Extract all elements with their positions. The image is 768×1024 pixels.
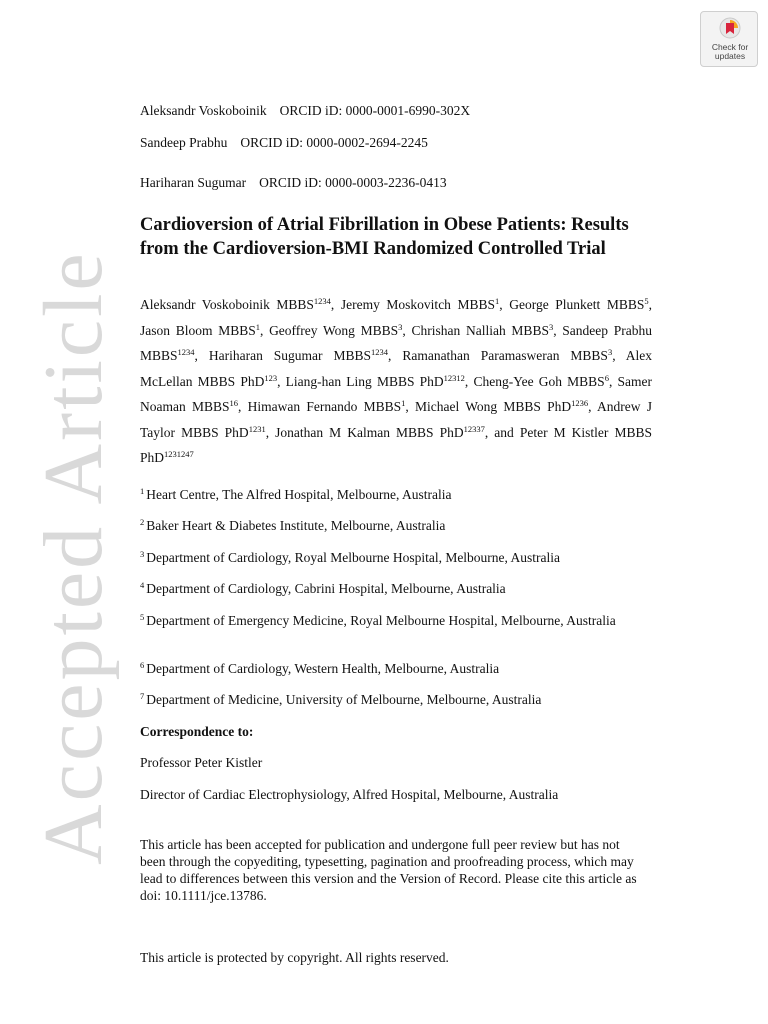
affiliation-text: Department of Cardiology, Royal Melbourne Hospital, Melbourne, Australia	[146, 550, 561, 565]
author-name: Aleksandr Voskoboinik MBBS	[140, 297, 314, 312]
badge-label	[701, 43, 759, 61]
orcid-line	[140, 102, 470, 120]
watermark-text: Accepted Article	[27, 250, 120, 865]
author-name: Alex McLellan MBBS PhD	[140, 348, 653, 389]
author-separator: ,	[612, 348, 626, 363]
author-separator: ,	[402, 322, 412, 338]
check-for-updates-badge[interactable]	[700, 11, 758, 67]
affiliation-4	[140, 580, 652, 597]
orcid-author-name: Sandeep Prabhu	[140, 135, 228, 150]
author-affiliation-marker: 1231	[248, 423, 266, 434]
author-separator: , and	[484, 424, 520, 440]
author-affiliation-marker: 1	[495, 296, 500, 306]
author-affiliation-marker: 3	[607, 347, 613, 357]
affiliation-2	[140, 517, 652, 534]
author-list	[140, 292, 652, 471]
author-name: Chrishan Nalliah MBBS	[411, 322, 549, 338]
affiliation-5	[140, 612, 652, 629]
author-affiliation-marker: 12337	[463, 423, 485, 434]
author-separator: ,	[259, 322, 270, 338]
affiliation-1	[140, 486, 652, 503]
author-affiliation-marker: 1	[255, 321, 260, 332]
affiliation-text: Department of Cardiology, Cabrini Hospital, Melbourne, Australia	[146, 581, 506, 596]
author-name: George Plunkett MBBS	[509, 297, 645, 312]
article-title: Cardioversion of Atrial Fibrillation in Obese Patients: Results from the Cardioversion-BMI Randomized Controlled Trial	[140, 215, 629, 259]
author-name: Andrew J Taylor MBBS PhD	[140, 399, 652, 440]
affiliation-number: 5	[140, 612, 145, 622]
author-separator: ,	[388, 348, 403, 363]
author-name: Jeremy Moskovitch MBBS	[340, 297, 496, 312]
orcid-line	[140, 174, 447, 192]
affiliation-number: 1	[140, 486, 145, 496]
check-for-updates-icon	[719, 17, 741, 39]
affiliation-text: Department of Cardiology, Western Health, Melbourne, Australia	[146, 661, 500, 676]
author-name: Cheng-Yee Goh MBBS	[473, 373, 605, 389]
author-separator: ,	[648, 297, 653, 312]
author-name: Himawan Fernando MBBS	[247, 399, 402, 414]
orcid-author-name: Hariharan Sugumar	[140, 175, 247, 190]
author-name: Geoffrey Wong MBBS	[269, 322, 399, 338]
orcid-author-name: Aleksandr Voskoboinik	[140, 103, 267, 118]
orcid-id[interactable]: ORCID iD: 0000-0003-2236-0413	[259, 175, 447, 190]
affiliation-text: Heart Centre, The Alfred Hospital, Melbourne, Australia	[146, 487, 452, 502]
orcid-line	[140, 134, 428, 152]
orcid-id[interactable]: ORCID iD: 0000-0002-2694-2245	[240, 135, 428, 150]
author-separator: ,	[405, 399, 415, 414]
affiliation-number: 7	[140, 691, 145, 701]
author-name: Liang-han Ling MBBS PhD	[285, 373, 444, 389]
author-separator: ,	[499, 297, 510, 312]
author-separator: ,	[464, 373, 474, 389]
author-separator: ,	[588, 399, 598, 414]
author-affiliation-marker: 12312	[443, 372, 465, 383]
author-affiliation-marker: 1234	[371, 347, 388, 357]
author-affiliation-marker: 1231247	[164, 449, 194, 459]
author-name: Sandeep Prabhu MBBS	[140, 322, 652, 363]
correspondence-name: Professor Peter Kistler	[140, 755, 263, 770]
affiliation-3	[140, 549, 652, 566]
author-name: Hariharan Sugumar MBBS	[208, 348, 371, 363]
orcid-id[interactable]: ORCID iD: 0000-0001-6990-302X	[279, 103, 471, 118]
correspondence-heading: Correspondence to:	[140, 724, 254, 739]
author-affiliation-marker: 16	[229, 398, 238, 408]
author-separator: ,	[277, 373, 286, 389]
acceptance-notice: This article has been accepted for publication and undergone full peer review but has not been through the copyediting, typesetting, pagination and proofreading process, which may lead to differences between this version and the Version of Record. Please cite this article as doi: 10.1111/jce.13786.	[140, 837, 637, 903]
author-separator: ,	[608, 373, 618, 389]
copyright-notice: This article is protected by copyright. All rights reserved.	[140, 950, 449, 965]
author-separator: ,	[194, 348, 209, 363]
author-name: Jonathan M Kalman MBBS PhD	[275, 424, 464, 440]
affiliation-number: 3	[140, 549, 145, 559]
author-separator: ,	[553, 322, 563, 338]
author-separator: ,	[265, 424, 276, 440]
badge-line-2: updates	[714, 51, 746, 61]
author-name: Michael Wong MBBS PhD	[414, 399, 572, 414]
author-affiliation-marker: 1234	[177, 347, 195, 357]
affiliation-6	[140, 660, 652, 677]
author-affiliation-marker: 1234	[313, 296, 331, 306]
author-affiliation-marker: 6	[604, 372, 609, 383]
author-separator: ,	[330, 297, 341, 312]
affiliation-text: Department of Emergency Medicine, Royal Melbourne Hospital, Melbourne, Australia	[146, 613, 616, 628]
author-affiliation-marker: 3	[548, 321, 554, 332]
author-name: Ramanathan Paramasweran MBBS	[402, 348, 608, 363]
affiliation-number: 2	[140, 517, 145, 527]
affiliation-7	[140, 691, 652, 708]
author-affiliation-marker: 3	[398, 321, 403, 332]
author-name: Peter M Kistler MBBS PhD	[140, 424, 652, 465]
author-affiliation-marker: 1	[401, 398, 406, 408]
author-affiliation-marker: 5	[644, 296, 649, 306]
affiliation-number: 6	[140, 660, 145, 670]
author-affiliation-marker: 123	[264, 372, 278, 383]
affiliation-text: Department of Medicine, University of Melbourne, Melbourne, Australia	[146, 692, 542, 707]
author-affiliation-marker: 1236	[571, 398, 589, 408]
affiliation-text: Baker Heart & Diabetes Institute, Melbourne, Australia	[146, 518, 446, 533]
affiliation-number: 4	[140, 580, 145, 590]
author-name: Jason Bloom MBBS	[140, 322, 256, 338]
author-separator: ,	[238, 399, 248, 414]
accepted-article-watermark	[27, 225, 120, 890]
correspondence-position: Director of Cardiac Electrophysiology, Alfred Hospital, Melbourne, Australia	[140, 787, 559, 802]
badge-line-1: Check for	[711, 42, 749, 52]
author-name: Samer Noaman MBBS	[140, 373, 652, 414]
